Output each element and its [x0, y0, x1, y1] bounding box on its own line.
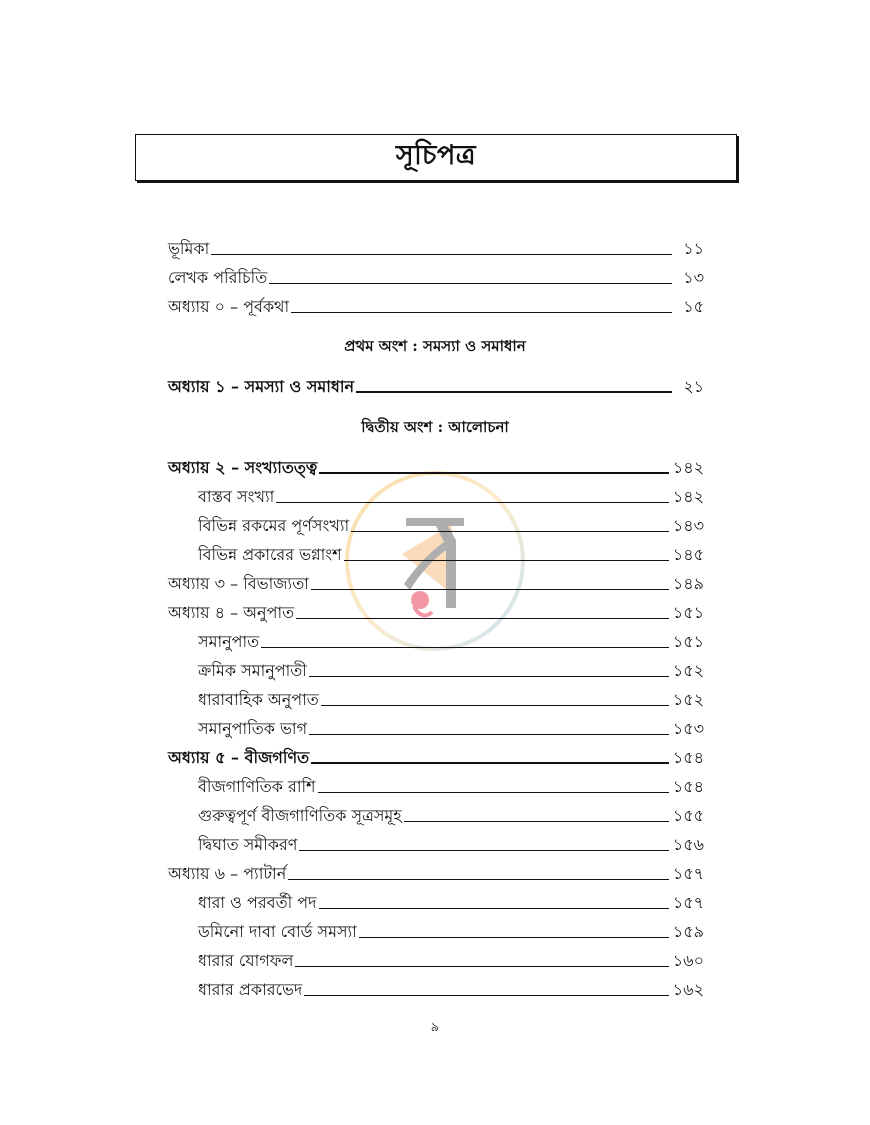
toc-entry-label: সমানুপাত [198, 632, 260, 651]
toc-entry-label: ধারাবাহিক অনুপাত [198, 690, 319, 709]
toc-entry-label: সমানুপাতিক ভাগ [198, 719, 308, 738]
toc-entry-label: ধারা ও পরবর্তী পদ [198, 893, 317, 912]
toc-chapter-entry[interactable] [168, 456, 704, 478]
toc-entry-label: ভূমিকা [168, 239, 210, 258]
toc-page-number: ১৫৪ [672, 777, 704, 796]
toc-leader-line [291, 312, 672, 313]
toc-page-number: ১১ [683, 239, 704, 258]
toc-subentry[interactable] [198, 717, 704, 739]
toc-chapter-entry[interactable] [168, 601, 704, 623]
toc-chapter-entry[interactable] [168, 295, 704, 317]
toc-leader-line [404, 821, 669, 822]
toc-page-number: ১৫৪ [672, 748, 704, 767]
toc-entry-label: বিভিন্ন রকমের পূর্ণসংখ্যা [198, 516, 350, 535]
toc-entry-label: অধ্যায় ৫ – বীজগণিত [168, 748, 310, 767]
toc-leader-line [276, 502, 669, 503]
toc-chapter-entry[interactable] [168, 572, 704, 594]
toc-entry-label: অধ্যায় ৬ – প্যাটার্ন [168, 864, 287, 883]
toc-entry-label: অধ্যায় ৩ – বিভাজ্যতা [168, 574, 309, 593]
toc-leader-line [318, 792, 669, 793]
toc-page-number: ১৪২ [672, 458, 704, 477]
toc-chapter-entry[interactable] [168, 266, 704, 288]
toc-leader-line [269, 283, 672, 284]
toc-leader-line [296, 618, 669, 619]
toc-leader-line [311, 589, 669, 590]
toc-entry-label: অধ্যায় ২ – সংখ্যাতত্ত্ব [168, 458, 318, 477]
toc-page-number: ১৫৬ [672, 835, 704, 854]
toc-entry-label: বীজগাণিতিক রাশি [198, 777, 316, 796]
toc-leader-line [261, 647, 669, 648]
toc-leader-line [319, 472, 669, 474]
toc-subentry[interactable] [198, 543, 704, 565]
toc-page-number: ১৪৯ [672, 574, 704, 593]
toc-leader-line [309, 676, 669, 677]
toc-entry-label: ধারার যোগফল [198, 951, 294, 970]
toc-page-number: ১৬০ [672, 951, 704, 970]
page-number: ৯ [430, 1020, 440, 1035]
toc-entry-label: অধ্যায় ৪ – অনুপাত [168, 603, 295, 622]
toc-leader-line [344, 560, 669, 561]
toc-subentry[interactable] [198, 659, 704, 681]
toc-subentry[interactable] [198, 514, 704, 536]
toc-subentry[interactable] [198, 485, 704, 507]
toc-page-number: ১৬২ [672, 980, 704, 999]
toc-page-number: ১৫৭ [672, 893, 704, 912]
toc-entry-label: ধারার প্রকারভেদ [198, 980, 303, 999]
toc-subentry[interactable] [198, 804, 704, 826]
toc-leader-line [351, 531, 669, 532]
toc-page-number: ১৫১ [672, 632, 704, 651]
toc-page-number: ১৪৩ [672, 516, 704, 535]
toc-leader-line [295, 966, 668, 967]
toc-entry-label: ক্রমিক সমানুপাতী [198, 661, 307, 680]
toc-leader-line [356, 391, 672, 393]
toc-entry-label: ডমিনো দাবা বোর্ড সমস্যা [198, 922, 357, 941]
toc-chapter-entry[interactable] [168, 237, 704, 259]
toc-leader-line [321, 705, 669, 706]
toc-subentry[interactable] [198, 949, 704, 971]
toc-page-number: ১৪২ [672, 487, 704, 506]
toc-entry-label: লেখক পরিচিতি [168, 268, 268, 287]
toc-title: সূচিপত্র [395, 140, 477, 171]
toc-leader-line [311, 762, 669, 764]
toc-chapter-entry[interactable] [168, 862, 704, 884]
toc-entry-label: বাস্তব সংখ্যা [198, 487, 275, 506]
toc-subentry[interactable] [198, 775, 704, 797]
toc-entry-label: দ্বিঘাত সমীকরণ [198, 835, 298, 854]
toc-leader-line [211, 254, 672, 255]
toc-page-number: ১৫ [683, 297, 704, 316]
toc-page-number: ১৩ [683, 268, 704, 287]
toc-leader-line [288, 879, 669, 880]
toc-entry-label: বিভিন্ন প্রকারের ভগ্নাংশ [198, 545, 342, 564]
toc-entry-label: অধ্যায় ১ – সমস্যা ও সমাধান [168, 377, 355, 396]
toc-leader-line [319, 908, 669, 909]
toc-entry-label: অধ্যায় ০ – পূর্বকথা [168, 297, 290, 316]
toc-subentry[interactable] [198, 978, 704, 1000]
toc-page-number: ১৫৩ [672, 719, 704, 738]
toc-subentry[interactable] [198, 833, 704, 855]
toc-page-number: ১৪৫ [672, 545, 704, 564]
toc-leader-line [299, 850, 668, 851]
toc-chapter-entry[interactable] [168, 746, 704, 768]
toc-page-number: ১৫১ [672, 603, 704, 622]
toc-page-number: ১৫৫ [672, 806, 704, 825]
section-heading: প্রথম অংশ : সমস্যা ও সমাধান [344, 337, 526, 355]
toc-page-number: ১৫৭ [672, 864, 704, 883]
toc-leader-line [359, 937, 669, 938]
toc-page-number: ১৫২ [672, 690, 704, 709]
toc-entry-label: গুরুত্বপূর্ণ বীজগাণিতিক সূত্রসমূহ [198, 806, 402, 825]
toc-page-number: ২১ [683, 377, 704, 396]
toc-subentry[interactable] [198, 891, 704, 913]
toc-subentry[interactable] [198, 688, 704, 710]
section-heading: দ্বিতীয় অংশ : আলোচনা [361, 418, 509, 436]
toc-subentry[interactable] [198, 630, 704, 652]
toc-page-number: ১৫২ [672, 661, 704, 680]
toc-page-number: ১৫৯ [672, 922, 704, 941]
toc-chapter-entry[interactable] [168, 375, 704, 397]
toc-leader-line [309, 734, 669, 735]
toc-leader-line [304, 995, 669, 996]
toc-subentry[interactable] [198, 920, 704, 942]
